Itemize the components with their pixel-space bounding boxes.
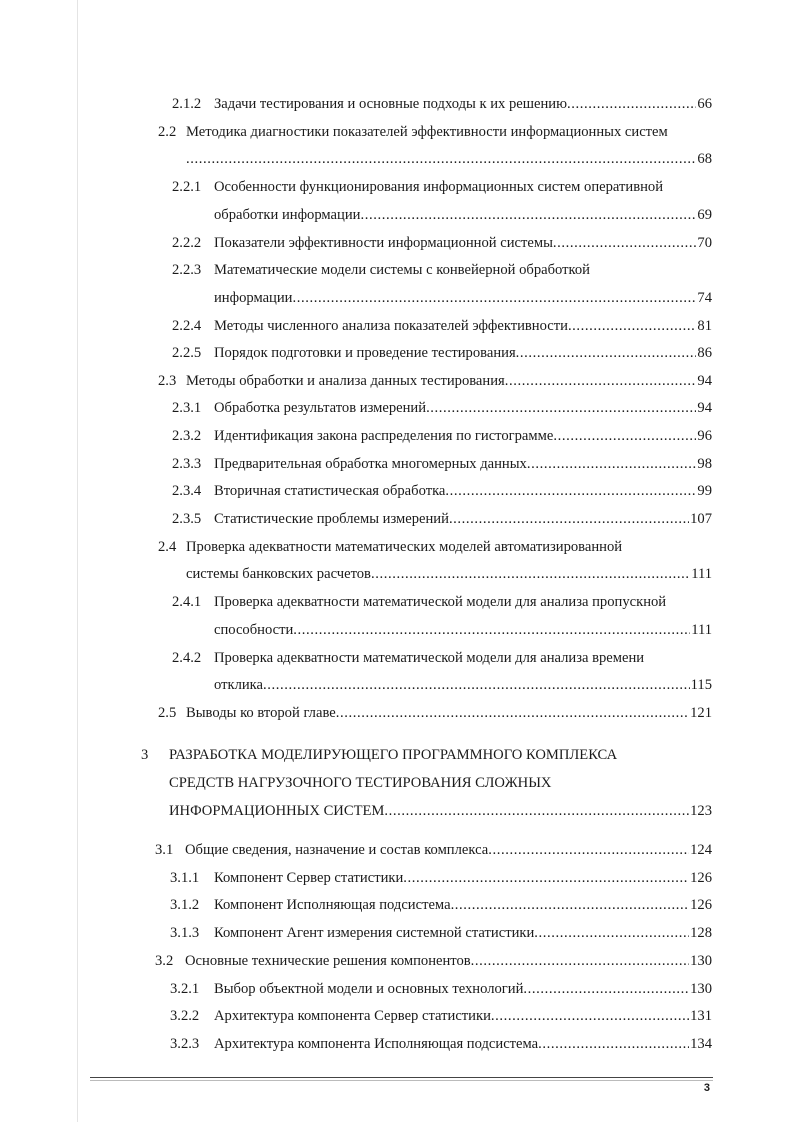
toc-entry <box>155 841 712 859</box>
toc-leader <box>384 802 689 820</box>
toc-number: 2.4.1 <box>172 594 202 610</box>
toc-title: Методы численного анализа показателей эффективности <box>214 318 568 334</box>
toc-title: Архитектура компонента Сервер статистики <box>214 1008 491 1024</box>
toc-title-continuation: обработки информации <box>214 207 361 223</box>
toc-leader <box>505 372 697 390</box>
toc-entry <box>172 427 712 445</box>
toc-entry <box>172 317 712 335</box>
toc-entry <box>170 1035 712 1053</box>
toc-page: 123 <box>690 803 712 819</box>
toc-number: 3.1 <box>155 842 174 858</box>
toc-title: Методика диагностики показателей эффективности информационных систем <box>186 124 668 140</box>
toc-title: Статистические проблемы измерений <box>214 511 449 527</box>
toc-leader <box>451 896 690 914</box>
toc-leader <box>293 621 690 639</box>
toc-title: Архитектура компонента Исполняющая подсистема <box>214 1036 539 1052</box>
scan-edge <box>77 0 78 1122</box>
toc-entry <box>172 95 712 113</box>
toc-entry-continuation <box>186 565 712 583</box>
footer-rule-secondary <box>90 1080 713 1081</box>
toc-leader <box>336 704 689 722</box>
toc-title: Методы обработки и анализа данных тестирования <box>186 373 505 389</box>
toc-number: 2.2 <box>158 124 177 140</box>
toc-leader <box>371 565 690 583</box>
toc-page: 98 <box>697 456 712 472</box>
toc-entry-continuation <box>214 676 712 694</box>
toc-page: 128 <box>690 925 712 941</box>
toc-entry <box>170 924 712 942</box>
toc-leader <box>553 427 696 445</box>
toc-title: Проверка адекватности математической модели для анализа времени <box>214 650 645 666</box>
toc-leader <box>523 980 689 998</box>
toc-title: Предварительная обработка многомерных данных <box>214 456 527 472</box>
toc-page: 94 <box>697 400 712 416</box>
toc-number: 2.2.3 <box>172 262 202 278</box>
toc-page: 74 <box>697 290 712 306</box>
toc-entry-continuation <box>169 774 719 792</box>
page-number: 3 <box>703 1082 710 1094</box>
toc-entry-continuation <box>214 206 712 224</box>
toc-entry <box>172 344 712 362</box>
toc-page: 130 <box>690 981 712 997</box>
toc-number: 3 <box>141 747 149 763</box>
toc-entry <box>158 372 712 390</box>
toc-number: 2.2.4 <box>172 318 202 334</box>
toc-leader <box>538 1035 689 1053</box>
toc-page: 66 <box>697 96 712 112</box>
toc-page: 124 <box>690 842 712 858</box>
toc-number: 3.1.1 <box>170 870 200 886</box>
toc-entry <box>172 593 732 611</box>
toc-leader <box>491 1007 689 1025</box>
toc-leader <box>488 841 689 859</box>
toc-leader <box>568 317 696 335</box>
toc-leader <box>567 95 696 113</box>
toc-entry <box>155 952 712 970</box>
toc-number: 2.2.2 <box>172 235 202 251</box>
toc-title: Обработка результатов измерений <box>214 400 427 416</box>
toc-title: Порядок подготовки и проведение тестирования <box>214 345 516 361</box>
toc-number: 2.3.1 <box>172 400 202 416</box>
toc-number: 2.5 <box>158 705 177 721</box>
toc-number: 2.2.1 <box>172 179 202 195</box>
toc-leader <box>527 455 697 473</box>
toc-entry <box>172 178 732 196</box>
toc-title: Основные технические решения компонентов <box>185 953 471 969</box>
toc-entry-continuation <box>214 621 712 639</box>
toc-number: 2.1.2 <box>172 96 202 112</box>
toc-title: Вторичная статистическая обработка <box>214 483 446 499</box>
toc-entry-continuation <box>186 150 712 168</box>
toc-entry <box>172 399 712 417</box>
toc-page: 81 <box>697 318 712 334</box>
toc-title: Математические модели системы с конвейерной обработкой <box>214 262 590 278</box>
toc-page: 115 <box>690 677 712 693</box>
toc-title: Задачи тестирования и основные подходы к их решению <box>214 96 567 112</box>
toc-page: 69 <box>697 207 712 223</box>
toc-entry <box>172 261 712 279</box>
toc-page: 99 <box>697 483 712 499</box>
toc-leader <box>360 206 696 224</box>
toc-number: 2.4.2 <box>172 650 202 666</box>
toc-number: 2.3.3 <box>172 456 202 472</box>
toc-number: 2.3.2 <box>172 428 202 444</box>
toc-title: Компонент Агент измерения системной статистики <box>214 925 535 941</box>
toc-number: 2.4 <box>158 539 177 555</box>
toc-number: 3.1.2 <box>170 897 200 913</box>
toc-page: 86 <box>697 345 712 361</box>
toc-entry-continuation <box>214 289 712 307</box>
toc-entry <box>172 510 712 528</box>
toc-title-continuation: отклика <box>214 677 264 693</box>
toc-page: 131 <box>690 1008 712 1024</box>
toc-entry <box>170 896 712 914</box>
toc-entry <box>170 980 712 998</box>
toc-leader <box>445 482 696 500</box>
toc-page: 134 <box>690 1036 712 1052</box>
toc-page: 126 <box>690 870 712 886</box>
toc-number: 2.3.5 <box>172 511 202 527</box>
toc-title: Общие сведения, назначение и состав комплекса <box>185 842 489 858</box>
toc-number: 3.2.1 <box>170 981 200 997</box>
toc-page: 94 <box>697 373 712 389</box>
toc-entry-continuation <box>169 802 712 820</box>
toc-page: 68 <box>697 151 712 167</box>
toc-number: 3.2.2 <box>170 1008 200 1024</box>
toc-entry <box>170 1007 712 1025</box>
toc-page: 107 <box>690 511 712 527</box>
toc-title: Компонент Сервер статистики <box>214 870 404 886</box>
toc-page: 96 <box>697 428 712 444</box>
toc-page: 121 <box>690 705 712 721</box>
toc-leader <box>426 399 696 417</box>
toc-number: 2.3 <box>158 373 177 389</box>
toc-entry <box>172 455 712 473</box>
toc-leader <box>449 510 689 528</box>
footer-rule <box>90 1077 713 1078</box>
toc-leader <box>553 234 697 252</box>
toc-title-continuation: ИНФОРМАЦИОННЫХ СИСТЕМ <box>169 803 385 819</box>
toc-title: Компонент Исполняющая подсистема <box>214 897 451 913</box>
toc-title-continuation: информации <box>214 290 293 306</box>
toc-leader <box>403 869 689 887</box>
toc-leader <box>186 150 696 168</box>
toc-title: РАЗРАБОТКА МОДЕЛИРУЮЩЕГО ПРОГРАММНОГО КОМПЛЕКСА <box>169 747 618 763</box>
toc-entry <box>172 649 732 667</box>
toc-leader <box>471 952 689 970</box>
toc-title: Проверка адекватности математических моделей автоматизированной <box>186 539 623 555</box>
toc-title: Показатели эффективности информационной системы <box>214 235 553 251</box>
toc-title-continuation: способности <box>214 622 294 638</box>
toc-page: 130 <box>690 953 712 969</box>
toc-entry <box>158 123 718 141</box>
toc-leader <box>516 344 697 362</box>
toc-number: 3.2 <box>155 953 174 969</box>
toc-entry <box>170 869 712 887</box>
toc-title-continuation: СРЕДСТВ НАГРУЗОЧНОГО ТЕСТИРОВАНИЯ СЛОЖНЫХ <box>169 775 552 791</box>
toc-entry <box>158 538 718 556</box>
toc-entry <box>172 234 712 252</box>
toc-leader <box>293 289 697 307</box>
toc-title: Проверка адекватности математической модели для анализа пропускной <box>214 594 667 610</box>
toc-number: 3.2.3 <box>170 1036 200 1052</box>
toc-number: 2.3.4 <box>172 483 202 499</box>
toc-entry <box>172 482 712 500</box>
toc-title: Выбор объектной модели и основных технологий <box>214 981 524 997</box>
toc-leader <box>534 924 689 942</box>
toc-title: Идентификация закона распределения по гистограмме <box>214 428 554 444</box>
toc-page: 70 <box>697 235 712 251</box>
toc-page: 111 <box>691 622 712 638</box>
toc-title: Особенности функционирования информационных систем оперативной <box>214 179 664 195</box>
toc-entry <box>158 704 712 722</box>
toc-title-continuation: системы банковских расчетов <box>186 566 371 582</box>
toc-title: Выводы ко второй главе <box>186 705 336 721</box>
toc-number: 2.2.5 <box>172 345 202 361</box>
toc-leader <box>263 676 690 694</box>
toc-page: 111 <box>691 566 712 582</box>
toc-page: 126 <box>690 897 712 913</box>
toc-chapter-entry <box>141 746 721 764</box>
toc-number: 3.1.3 <box>170 925 200 941</box>
